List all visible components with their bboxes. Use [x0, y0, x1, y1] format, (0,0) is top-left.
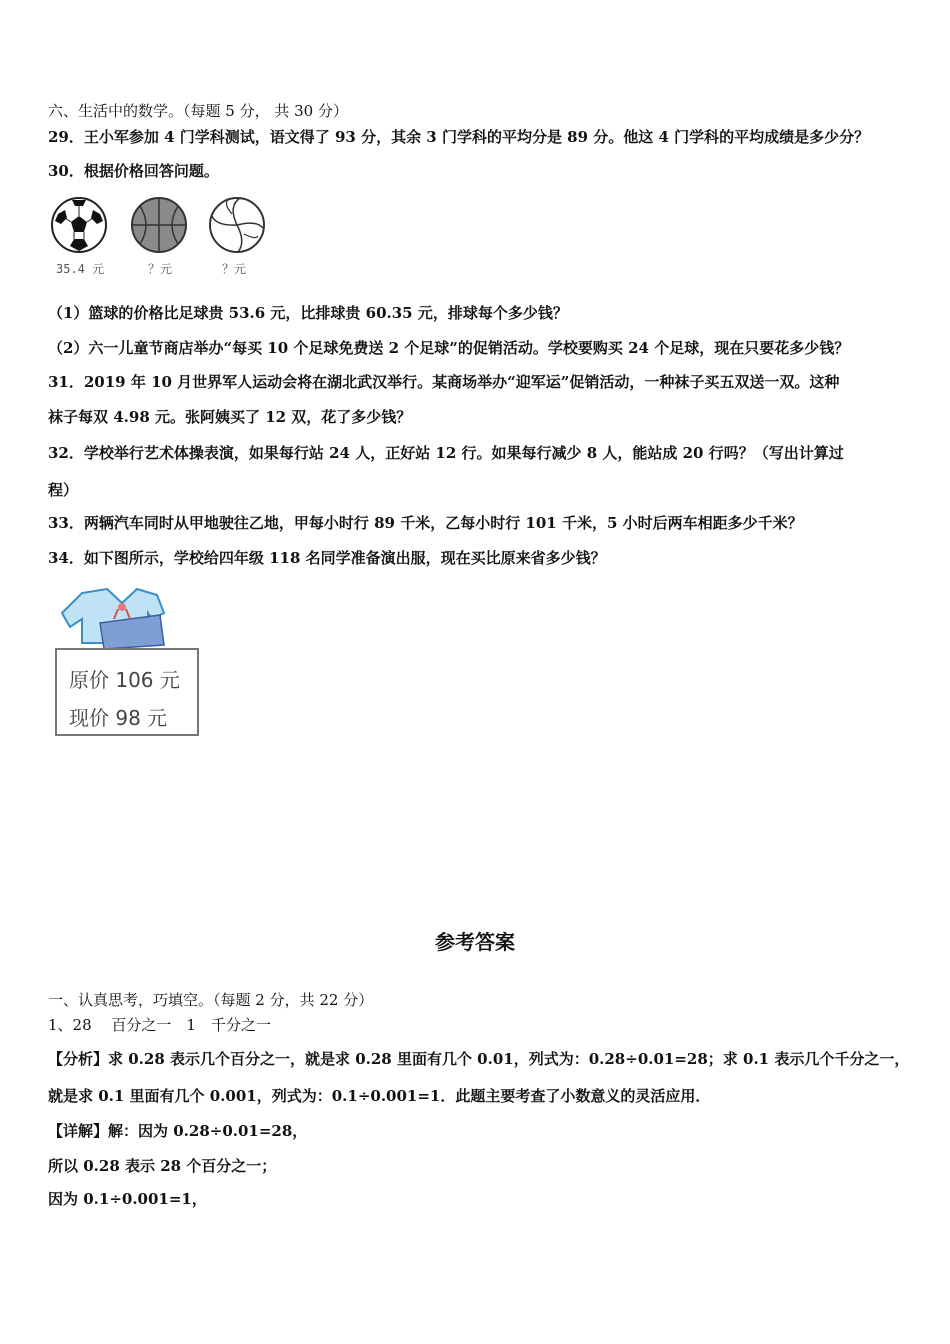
- answer-1-detail-line3: 因为 0.1÷0.001=1，: [48, 1190, 207, 1208]
- question-34: 34．如下图所示，学校给四年级 118 名同学准备演出服，现在买比原来省多少钱？: [48, 549, 606, 567]
- question-33: 33．两辆汽车同时从甲地驶往乙地，甲每小时行 89 千米，乙每小时行 101 千米，5 小时后两车相距多少千米？: [48, 514, 803, 532]
- uniform-price-box: [55, 648, 199, 736]
- question-31-line1: 31．2019 年 10 月世界军人运动会将在湖北武汉举行。某商场举办“迎军运”促销活动，一种袜子买五双送一双。这种: [48, 373, 840, 391]
- basketball-price: ？元: [148, 262, 173, 276]
- answer-section1-heading: 一、认真思考，巧填空。（每题 2 分，共 22 分）: [48, 991, 374, 1009]
- answer-1-analysis-line2: 就是求 0.1 里面有几个 0.001，列式为：0.1÷0.001=1．此题主要考查了小数意义的灵活应用．: [48, 1087, 711, 1105]
- volleyball-price: ？元: [222, 262, 247, 276]
- original-price: 原价 106 元: [69, 668, 180, 692]
- uniform-icon: [52, 583, 202, 653]
- ball-prices-figure: [50, 196, 280, 286]
- current-price: 现价 98 元: [69, 706, 168, 730]
- question-29: 29．王小军参加 4 门学科测试，语文得了 93 分，其余 3 门学科的平均分是 89 分。他这 4 门学科的平均成绩是多少分？: [48, 128, 870, 146]
- answer-1-detail-line2: 所以 0.28 表示 28 个百分之一；: [48, 1157, 277, 1175]
- soccer-ball-icon: [50, 196, 108, 254]
- question-31-line2: 袜子每双 4.98 元。张阿姨买了 12 双，花了多少钱？: [48, 408, 412, 426]
- section6-heading: 六、生活中的数学。（每题 5 分， 共 30 分）: [48, 102, 348, 120]
- question-30-2: （2）六一儿童节商店举办“每买 10 个足球免费送 2 个足球”的促销活动。学校要购买 24 个足球，现在只要花多少钱？: [48, 339, 850, 357]
- question-32-line1: 32．学校举行艺术体操表演，如果每行站 24 人，正好站 12 行。如果每行减少 8 人，能站成 20 行吗？（写出计算过: [48, 444, 844, 462]
- basketball-icon: [130, 196, 188, 254]
- answer-1-analysis-line1: 【分析】求 0.28 表示几个百分之一，就是求 0.28 里面有几个 0.01，列式为：0.28÷0.01=28；求 0.1 表示几个千分之一，: [48, 1050, 910, 1068]
- volleyball-icon: [208, 196, 266, 254]
- question-30: 30．根据价格回答问题。: [48, 162, 219, 180]
- answer-1-detail-line1: 【详解】解：因为 0.28÷0.01=28，: [48, 1122, 308, 1140]
- question-30-1: （1）篮球的价格比足球贵 53.6 元，比排球贵 60.35 元，排球每个多少钱？: [48, 304, 568, 322]
- soccer-price: 35.4 元: [56, 262, 105, 276]
- answer-title: 参考答案: [435, 930, 515, 954]
- question-32-line2: 程）: [48, 481, 79, 499]
- answer-1: 1、28 百分之一 1 千分之一: [48, 1016, 271, 1034]
